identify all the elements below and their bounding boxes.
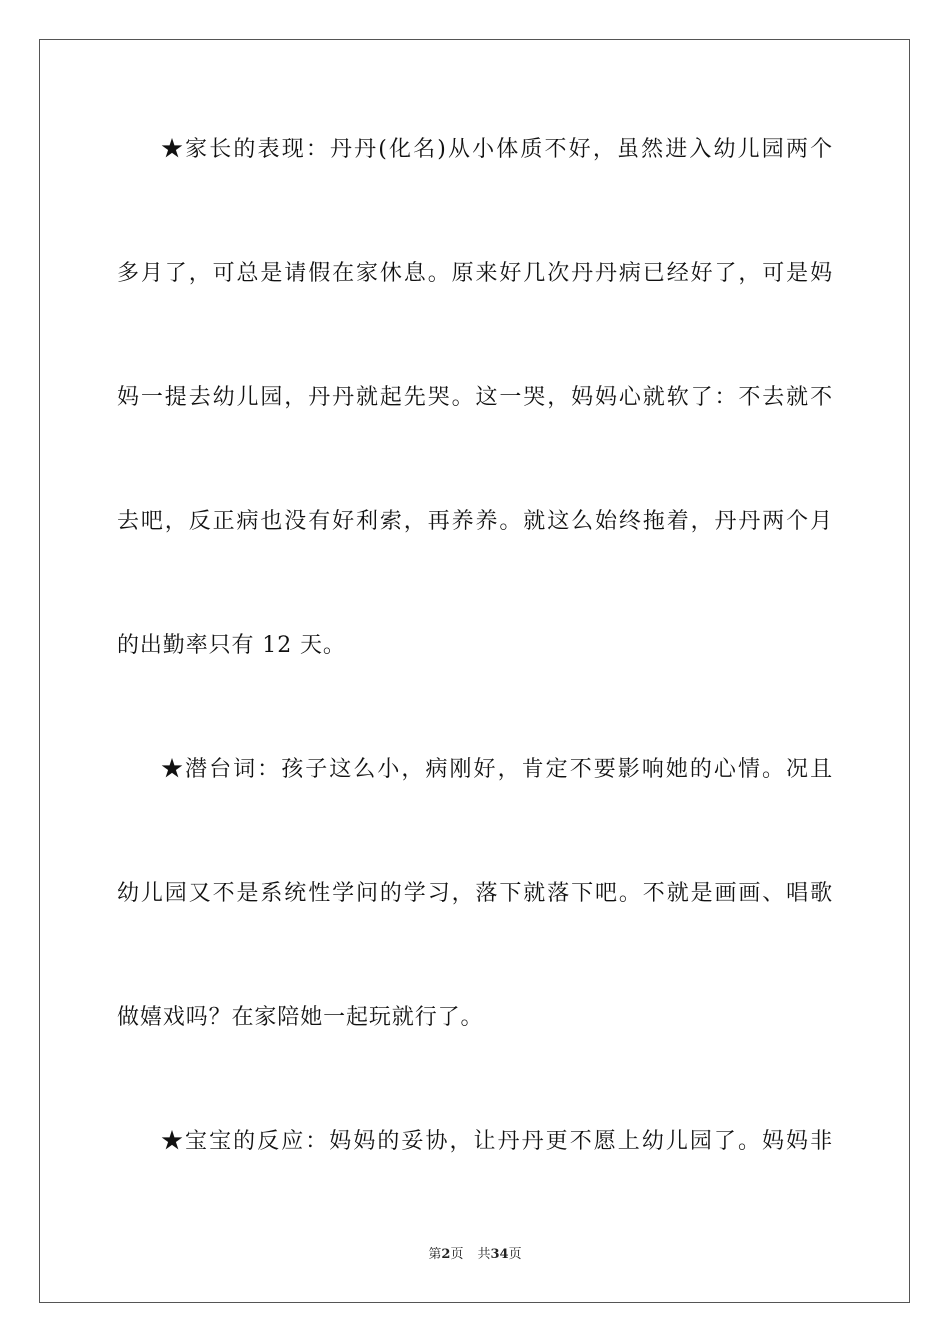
footer-page-prefix: 第	[428, 1247, 442, 1262]
footer-page-number: 2	[441, 1247, 451, 1262]
paragraph-1-line-2: 多月了，可总是请假在家休息。原来好几次丹丹病已经好了，可是妈	[117, 261, 833, 286]
paragraph-2-line-1: ★潜台词：孩子这么小，病刚好，肯定不要影响她的心情。况且	[161, 757, 833, 782]
paragraph-1-line-1: ★家长的表现：丹丹(化名)从小体质不好，虽然进入幼儿园两个	[161, 137, 833, 162]
paragraph-1-line-5: 的出勤率只有 12 天。	[117, 633, 346, 658]
paragraph-1-line-3: 妈一提去幼儿园，丹丹就起先哭。这一哭，妈妈心就软了：不去就不	[117, 385, 833, 410]
paragraph-1-line-4: 去吧，反正病也没有好利索，再养养。就这么始终拖着，丹丹两个月	[117, 509, 833, 534]
page-footer	[0, 1246, 950, 1264]
paragraph-2-line-2: 幼儿园又不是系统性学问的学习，落下就落下吧。不就是画画、唱歌	[117, 881, 833, 906]
footer-page-suffix: 页	[450, 1247, 464, 1262]
paragraph-2-line-3: 做嬉戏吗？在家陪她一起玩就行了。	[117, 1005, 484, 1030]
footer-total-prefix: 共	[477, 1247, 491, 1262]
footer-total-suffix: 页	[508, 1247, 522, 1262]
page-border	[39, 39, 910, 1303]
paragraph-3-line-1: ★宝宝的反应：妈妈的妥协，让丹丹更不愿上幼儿园了。妈妈非	[161, 1129, 833, 1154]
footer-total-pages: 34	[490, 1247, 509, 1262]
